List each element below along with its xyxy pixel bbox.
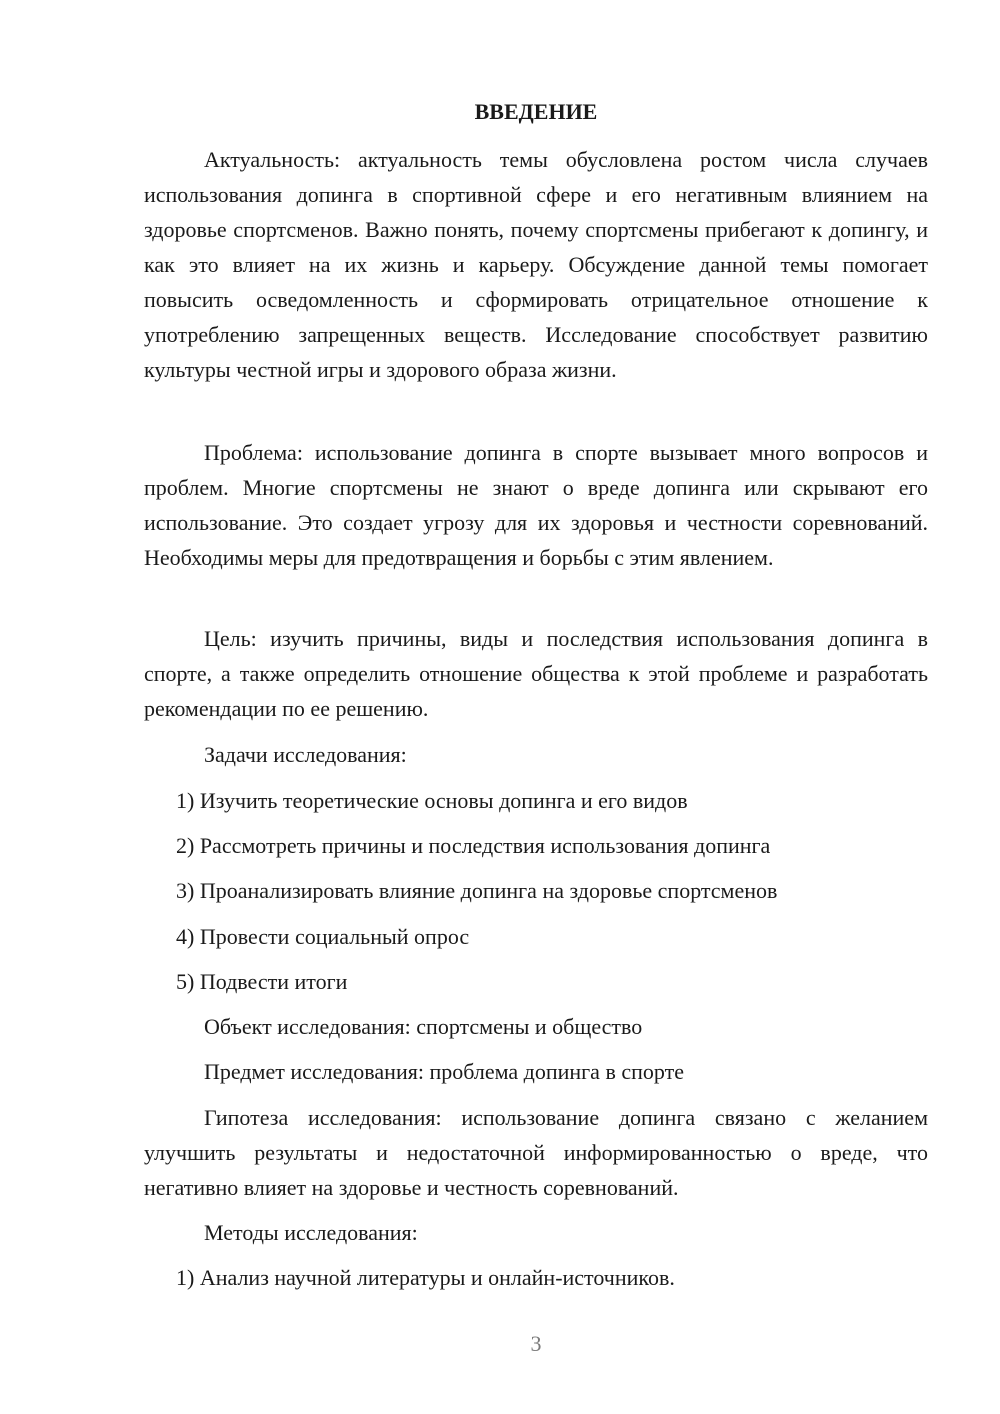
page-number: 3 bbox=[530, 1331, 542, 1356]
problem-paragraph: Проблема: использование допинга в спорте вызывает много вопросов и проблем. Многие спортсмены не знают о вреде допинга или скрывают его использование. Это создает угрозу для их здоровья и честности соревнований. Необходимы меры для предотвращения и борьбы с этим явлением. bbox=[144, 440, 928, 570]
methods-heading: Методы исследования: bbox=[204, 1220, 418, 1245]
method-item: 1) Анализ научной литературы и онлайн-источников. bbox=[176, 1265, 675, 1290]
research-subject: Предмет исследования: проблема допинга в спорте bbox=[204, 1059, 684, 1084]
tasks-heading: Задачи исследования: bbox=[204, 742, 407, 767]
task-item: 4) Провести социальный опрос bbox=[176, 924, 470, 949]
task-item: 3) Проанализировать влияние допинга на здоровье спортсменов bbox=[176, 878, 778, 903]
hypothesis-paragraph: Гипотеза исследования: использование допинга связано с желанием улучшить результаты и недостаточной информированностью о вреде, что негативно влияет на здоровье и честность соревнований. bbox=[144, 1105, 928, 1200]
task-item: 5) Подвести итоги bbox=[176, 969, 348, 994]
goal-paragraph: Цель: изучить причины, виды и последствия использования допинга в спорте, а также определить отношение общества к этой проблеме и разработать рекомендации по ее решению. bbox=[144, 626, 928, 721]
relevance-paragraph: Актуальность: актуальность темы обусловлена ростом числа случаев использования допинга в спортивной сфере и его негативным влиянием на здоровье спортсменов. Важно понять, почему спортсмены прибегают к допингу, и как это влияет на их жизнь и карьеру. Обсуждение данной темы помогает повысить осведомленность и сформировать отрицательное отношение к употреблению запрещенных веществ. Исследование способствует развитию культуры честной игры и здорового образа жизни. bbox=[144, 147, 928, 382]
research-object: Объект исследования: спортсмены и общество bbox=[204, 1014, 643, 1039]
task-item: 2) Рассмотреть причины и последствия использования допинга bbox=[176, 833, 771, 858]
task-item: 1) Изучить теоретические основы допинга и его видов bbox=[176, 788, 688, 813]
page-title: ВВЕДЕНИЕ bbox=[474, 99, 598, 124]
